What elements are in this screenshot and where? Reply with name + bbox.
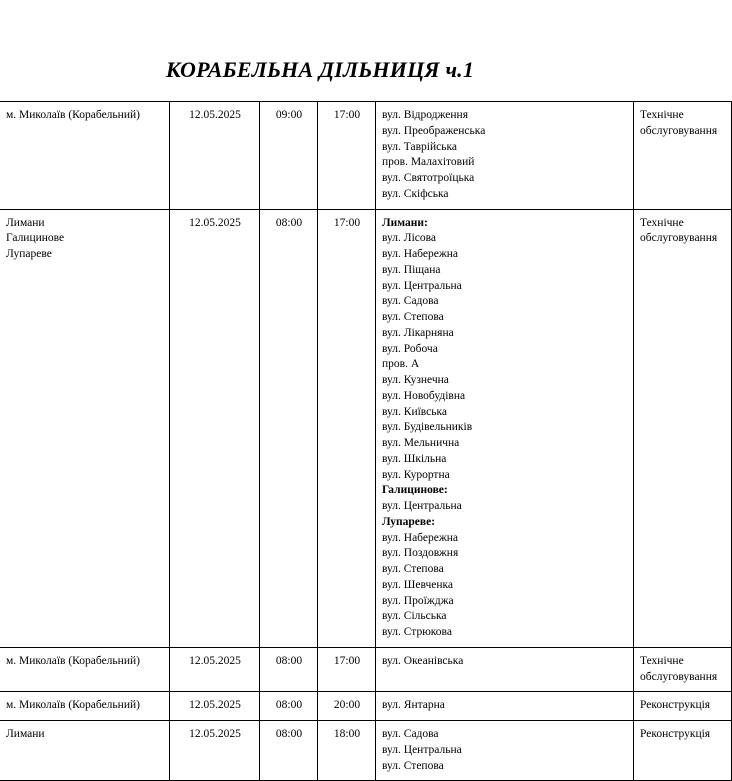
street-line: вул. Новобудівна [382, 389, 466, 402]
street-group-heading: Лупареве: [382, 515, 436, 528]
street-line: вул. Шевченка [382, 578, 454, 591]
cell-time-from: 08:00 [260, 692, 318, 721]
street-line: вул. Садова [382, 728, 439, 740]
street-line: пров. А [382, 358, 420, 371]
cell-reason: Технічне обслуговування [634, 102, 732, 210]
cell-time-to: 17:00 [318, 209, 376, 647]
cell-streets [376, 721, 634, 781]
cell-time-to: 17:00 [318, 102, 376, 210]
street-line: вул. Стрюкова [382, 626, 452, 638]
table-row [0, 692, 732, 721]
street-group-heading: Галицинове: [382, 484, 448, 497]
cell-location [0, 647, 170, 692]
cell-time-from: 08:00 [260, 647, 318, 692]
cell-reason: Технічне обслуговування [634, 647, 732, 692]
street-line: вул. Набережна [382, 531, 459, 544]
location-line: Лупареве [6, 248, 52, 260]
cell-location [0, 692, 170, 721]
street-line: вул. Піщана [382, 263, 441, 276]
location-line: м. Миколаїв (Корабельний) [6, 109, 140, 121]
cell-location [0, 209, 170, 647]
street-line: вул. Шкільна [382, 452, 447, 465]
table-row [0, 721, 732, 781]
cell-streets [376, 647, 634, 692]
location-line: м. Миколаїв (Корабельний) [6, 699, 140, 712]
street-line: вул. Лікарняна [382, 326, 454, 339]
street-line: вул. Скіфська [382, 187, 449, 200]
street-line: вул. Преображенська [382, 124, 486, 137]
cell-date: 12.05.2025 [170, 209, 260, 647]
cell-date: 12.05.2025 [170, 647, 260, 692]
location-line: Лимани [6, 216, 45, 229]
street-line: вул. Таврійська [382, 140, 458, 153]
cell-date: 12.05.2025 [170, 692, 260, 721]
street-line: вул. Центральна [382, 279, 462, 292]
street-line: пров. Малахітовий [382, 156, 475, 169]
table-row [0, 647, 732, 692]
street-line: вул. Мельнична [382, 437, 460, 449]
street-line: вул. Поздовжня [382, 547, 459, 560]
cell-streets [376, 209, 634, 647]
outage-schedule-table [0, 101, 732, 781]
location-line: Галицинове [6, 232, 65, 245]
street-line: вул. Сільська [382, 610, 447, 623]
street-group-heading: Лимани: [382, 216, 428, 229]
cell-date: 12.05.2025 [170, 102, 260, 210]
table-body [0, 102, 732, 781]
cell-time-to: 17:00 [318, 647, 376, 692]
cell-reason: Реконструкція [634, 692, 732, 721]
table-row [0, 102, 732, 210]
street-line: вул. Святотроїцька [382, 172, 475, 184]
street-line: вул. Центральна [382, 743, 462, 756]
street-line: вул. Центральна [382, 500, 462, 512]
cell-streets [376, 102, 634, 210]
cell-time-from: 08:00 [260, 721, 318, 781]
street-line: вул. Лісова [382, 232, 437, 245]
cell-time-to: 20:00 [318, 692, 376, 721]
street-line: вул. Степова [382, 311, 444, 323]
street-line: вул. Відродження [382, 109, 469, 121]
cell-time-from: 08:00 [260, 209, 318, 647]
street-line: вул. Кузнечна [382, 374, 449, 386]
location-line: Лимани [6, 728, 45, 740]
street-line: вул. Степова [382, 563, 444, 575]
street-line: вул. Океанівська [382, 654, 464, 667]
cell-reason: Технічне обслуговування [634, 209, 732, 647]
table-row [0, 209, 732, 647]
cell-location [0, 102, 170, 210]
street-line: вул. Курортна [382, 468, 450, 481]
street-line: вул. Київська [382, 405, 448, 418]
cell-location [0, 721, 170, 781]
street-line: вул. Янтарна [382, 699, 445, 712]
cell-time-to: 18:00 [318, 721, 376, 781]
street-line: вул. Проїжджа [382, 594, 454, 607]
location-line: м. Миколаїв (Корабельний) [6, 654, 140, 667]
street-line: вул. Робоча [382, 342, 438, 355]
page-title: КОРАБЕЛЬНА ДІЛЬНИЦЯ ч.1 [165, 57, 475, 82]
cell-date: 12.05.2025 [170, 721, 260, 781]
cell-time-from: 09:00 [260, 102, 318, 210]
street-line: вул. Степова [382, 759, 444, 772]
street-line: вул. Будівельників [382, 421, 473, 434]
cell-streets [376, 692, 634, 721]
street-line: вул. Садова [382, 295, 439, 308]
cell-reason: Реконструкція [634, 721, 732, 781]
street-line: вул. Набережна [382, 248, 459, 260]
